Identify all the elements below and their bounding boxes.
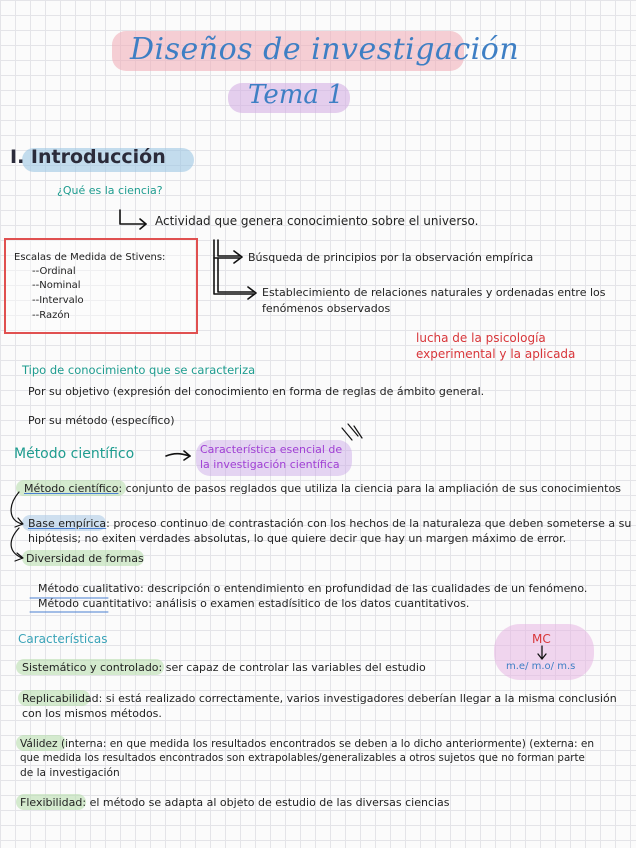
method-term: Método científico [24, 482, 119, 495]
validity-text-1: (interna: en que medida los resultados encontrados se deben a lo dicho anteriormente) (externa: en [57, 738, 595, 750]
knowledge-heading: Tipo de conocimiento que se caracteriza [22, 363, 256, 377]
quant-text: : análisis o examen estadísitico de los datos cuantitativos. [148, 597, 470, 610]
validity-line-3: de la investigación [20, 767, 120, 779]
flexibility-line [20, 796, 450, 809]
branch-text-2b: fenómenos observados [262, 302, 391, 315]
replicability-term: Replicabilidad [22, 692, 99, 705]
systematic-line [22, 661, 426, 674]
method-definition [24, 482, 621, 495]
definition-text: Actividad que genera conocimiento sobre el universo. [155, 214, 479, 228]
qualitative-line [38, 582, 587, 595]
validity-line-2: que medida los resultados encontrados son extrapolables/generalizables a otros sujetos que no forman parte [20, 752, 585, 764]
diversity-text: Diversidad de formas [26, 552, 144, 565]
flexibility-text: : el método se adapta al objeto de estudio de las diversas ciencias [82, 796, 450, 809]
mc-label: MC [532, 632, 551, 646]
red-note-1: lucha de la psicología [416, 331, 546, 345]
qual-term: Método cualitativo [38, 582, 141, 595]
section-heading: I. Introducción [10, 146, 166, 168]
replicability-line-2: con los mismos métodos. [22, 707, 162, 720]
scale-item: --Ordinal [32, 266, 76, 277]
scales-box [4, 238, 198, 334]
systematic-text: : ser capaz de controlar las variables del estudio [158, 661, 426, 674]
scale-item: --Nominal [32, 280, 81, 291]
flexibility-term: Flexibilidad [20, 796, 83, 809]
method-note-1: Característica esencial de [200, 443, 343, 456]
mc-sub: m.e/ m.o/ m.s [506, 661, 576, 672]
validity-term: Válidez [20, 738, 58, 750]
base-term: Base empírica [28, 517, 107, 530]
quant-term: Método cuantitativo [38, 597, 149, 610]
question-text: ¿Qué es la ciencia? [57, 184, 163, 197]
quantitative-line [38, 597, 469, 610]
method-heading: Método científico [14, 446, 135, 462]
branch-text-1: Búsqueda de principios por la observación empírica [248, 251, 534, 264]
replicability-text-1: : si está realizado correctamente, varios investigadores deberían llegar a la misma conclusión [98, 692, 617, 705]
validity-line-1 [20, 738, 594, 750]
page-subtitle: Tema 1 [248, 80, 344, 110]
base-line-1 [28, 517, 631, 530]
red-note-2: experimental y la aplicada [416, 347, 576, 361]
systematic-term: Sistemático y controlado [22, 661, 159, 674]
branch-text-2a: Establecimiento de relaciones naturales y ordenadas entre los [262, 286, 606, 299]
knowledge-line-1: Por su objetivo (expresión del conocimiento en forma de reglas de ámbito general. [28, 385, 485, 398]
features-heading: Características [18, 632, 108, 646]
method-text: : conjunto de pasos reglados que utiliza la ciencia para la ampliación de sus conocimientos [118, 482, 621, 495]
page-title: Diseños de investigación [130, 32, 520, 67]
base-text-1: : proceso continuo de contrastación con los hechos de la naturaleza que deben someterse a su [106, 517, 632, 530]
method-note-2: la investigación científica [200, 458, 340, 471]
knowledge-line-2: Por su método (específico) [28, 414, 175, 427]
scale-item: --Intervalo [32, 295, 84, 306]
replicability-line-1 [22, 692, 617, 705]
base-line-2: hipótesis; no exiten verdades absolutas, lo que quiere decir que hay un margen máximo de error. [28, 532, 567, 545]
scale-item: --Razón [32, 310, 70, 321]
scales-title: Escalas de Medida de Stivens: [14, 252, 166, 263]
qual-text: : descripción o entendimiento en profundidad de las cualidades de un fenómeno. [140, 582, 588, 595]
